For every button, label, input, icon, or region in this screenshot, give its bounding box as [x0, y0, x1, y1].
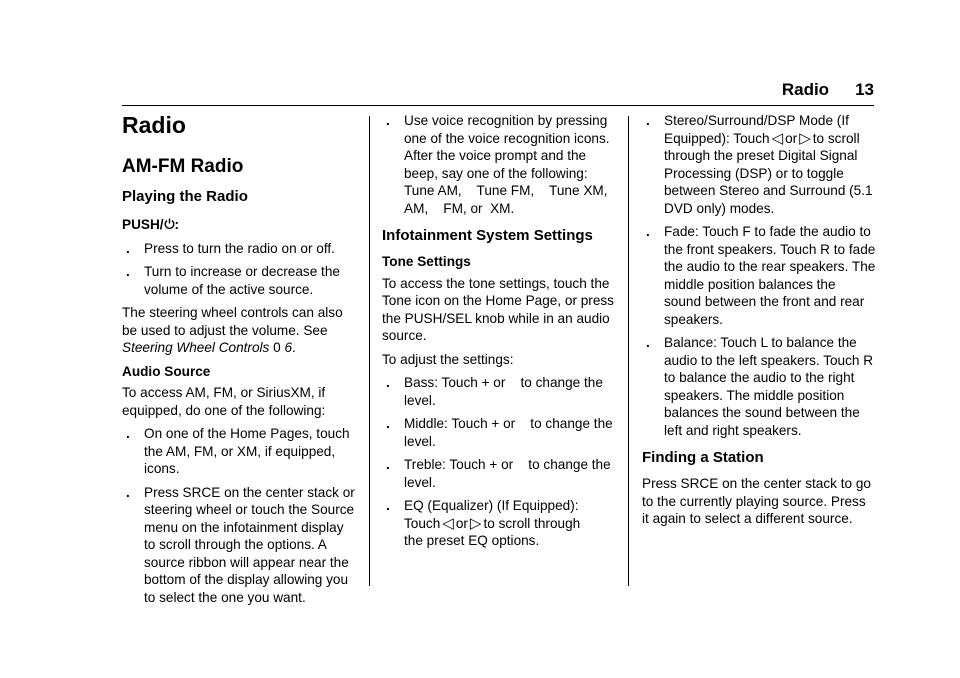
page-ref-icon: 0 — [273, 340, 281, 355]
voice-recognition-text: Use voice recognition by pressing one of the voice recognition icons. After the voice prompt and the beep, say one of the following: Tune AM, Tune FM, Tune XM, AM, FM, or XM. — [404, 113, 622, 216]
section-heading-infotainment-settings: Infotainment System Settings — [382, 227, 593, 244]
scroll-left-icon: ◁ — [442, 514, 454, 532]
bullet-dot: . — [126, 426, 130, 441]
header-divider — [122, 105, 874, 106]
list-item: . Press to turn the radio on or off. — [126, 240, 335, 256]
bullet-dot: . — [646, 224, 650, 239]
power-icon — [164, 216, 175, 234]
column-divider-1 — [369, 116, 370, 586]
column-divider-2 — [628, 116, 629, 586]
audio-source-heading: Audio Source — [122, 363, 211, 379]
list-item — [642, 334, 876, 439]
list-item: . Press SRCE on the center stack or steering wheel or touch the Source menu on the infotainment display to scroll through the options. A source ribbon will appear near the bottom of the display allowing you to select the one you want. — [126, 484, 355, 605]
bullet-dot: . — [386, 113, 390, 128]
page-header — [0, 80, 874, 100]
bullet-dot: . — [386, 375, 390, 390]
chapter-title: Radio — [122, 112, 186, 138]
list-item — [382, 374, 616, 409]
scroll-right-icon: ▷ — [799, 129, 811, 147]
balance-text: Balance: Touch L to balance the audio to the left speakers. Touch R to balance the audio to the right speakers. The middle position balances the sound between the left and right speakers. — [664, 335, 874, 438]
tone-settings-heading: Tone Settings — [382, 254, 471, 269]
column-1 — [122, 112, 356, 612]
steering-wheel-paragraph: The steering wheel controls can also be used to adjust the volume. See Steering Wheel Controls 0 6. — [122, 305, 343, 355]
list-item: . EQ (Equalizer) (If Equipped): Touch ◁ or ▷ to scroll through the preset EQ options. — [386, 498, 581, 548]
column-2 — [382, 112, 622, 556]
column-3 — [642, 112, 876, 534]
section-heading-finding-station: Finding a Station — [642, 449, 764, 466]
list-item: . Stereo/Surround/DSP Mode (If Equipped): Touch ◁ or ▷ to scroll through the preset Digital Signal Processing (DSP) or to toggle between Stereo and Surround (5.1 DVD only) modes. — [646, 113, 873, 216]
fade-text: Fade: Touch F to fade the audio to the front speakers. Touch R to fade the audio to the rear speakers. The middle position balances the sound between the front and rear speakers. — [664, 224, 876, 327]
section-heading-am-fm-radio: AM-FM Radio — [122, 156, 244, 177]
page-number: 13 — [855, 80, 874, 99]
tone-settings-paragraph: To access the tone settings, touch the Tone icon on the Home Page, or press the PUSH/SEL knob while in an audio source. — [382, 275, 614, 343]
bullet-dot: . — [126, 240, 130, 256]
list-item — [382, 456, 616, 491]
adjust-settings-paragraph: To adjust the settings: — [382, 351, 514, 367]
audio-source-paragraph: To access AM, FM, or SiriusXM, if equipped, do one of the following: — [122, 385, 326, 418]
bullet-dot: . — [126, 484, 130, 500]
list-item: . On one of the Home Pages, touch the AM, FM, or XM, if equipped, icons. — [126, 426, 350, 476]
scroll-left-icon: ◁ — [771, 129, 784, 147]
bullet-dot: . — [386, 498, 390, 513]
bullet-dot: . — [646, 335, 650, 350]
cross-reference-page: 6 — [284, 340, 293, 355]
push-power-label: PUSH/ : — [122, 217, 180, 232]
finding-station-paragraph: Press SRCE on the center stack to go to the currently playing source. Press it again to select a different source. — [642, 476, 871, 526]
list-item: . Turn to increase or decrease the volume of the active source. — [126, 264, 340, 297]
list-item — [382, 112, 622, 217]
cross-reference-link[interactable]: Steering Wheel Controls — [122, 340, 270, 355]
treble-text: Treble: Touch + or to change the level. — [404, 457, 615, 490]
bullet-dot: . — [386, 457, 390, 472]
list-item — [382, 415, 616, 450]
bullet-dot: . — [386, 416, 390, 431]
bullet-dot: . — [646, 113, 650, 128]
bullet-dot: . — [126, 264, 130, 279]
scroll-right-icon: ▷ — [469, 514, 482, 532]
bass-text: Bass: Touch + or to change the level. — [404, 375, 607, 408]
middle-text: Middle: Touch + or to change the level. — [404, 416, 617, 449]
list-item — [642, 223, 876, 328]
header-section-title: Radio — [781, 80, 830, 99]
subsection-heading-playing-radio: Playing the Radio — [122, 188, 248, 205]
